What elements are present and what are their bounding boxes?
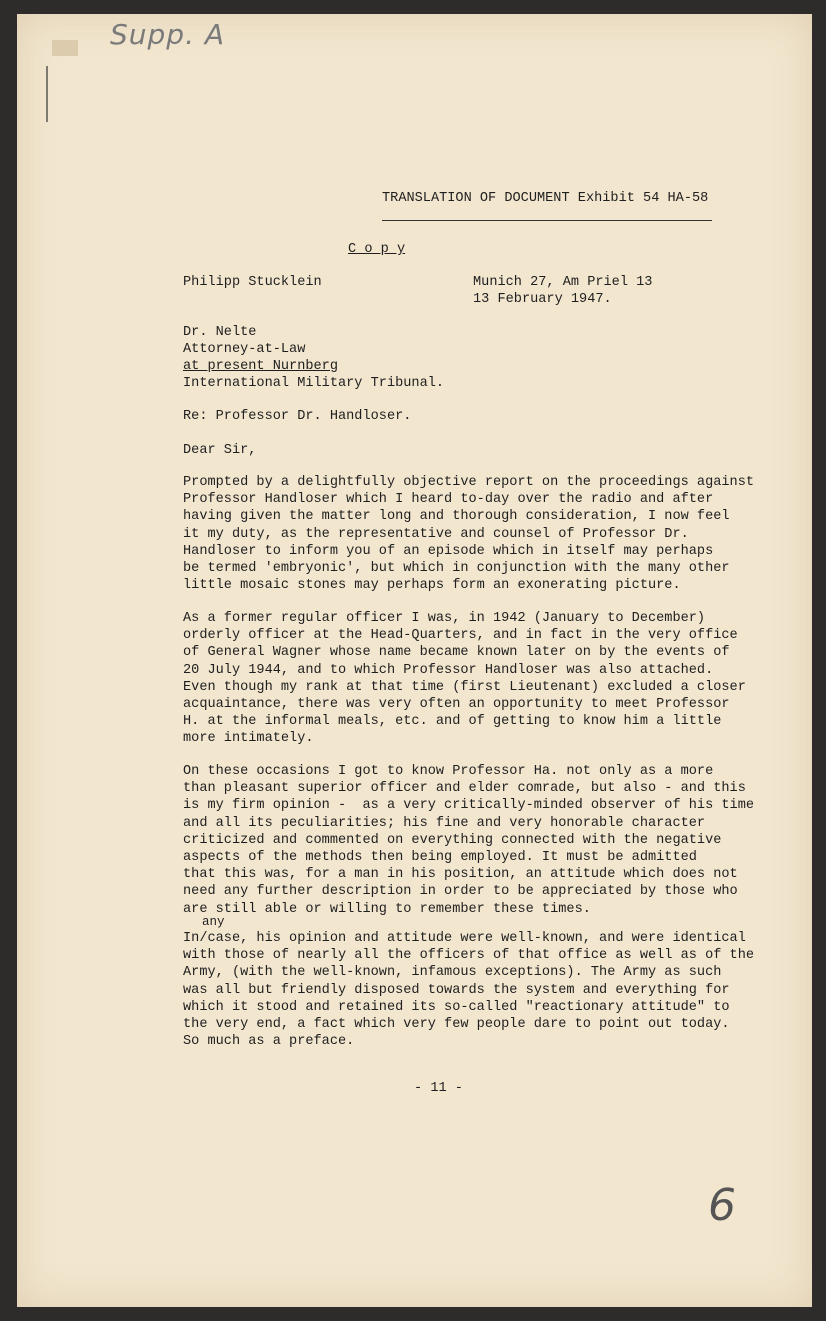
- text-line: criticized and commented on everything connected with the negative: [183, 832, 722, 848]
- text-line: which it stood and retained its so-called "reactionary attitude" to: [183, 999, 730, 1015]
- copy-label: C o p y: [348, 242, 406, 257]
- letter-date: 13 February 1947.: [473, 292, 612, 307]
- text-line: with those of nearly all the officers of that office as well as of the: [183, 948, 755, 964]
- title-rule: [382, 220, 712, 221]
- text-line: Army, (with the well-known, infamous exceptions). The Army as such: [183, 965, 722, 981]
- text-line: are still able or willing to remember these times.: [183, 901, 591, 917]
- subject-line: Re: Professor Dr. Handloser.: [183, 409, 412, 424]
- text-line: Professor Handloser which I heard to-day over the radio and after: [183, 492, 714, 508]
- recipient-line: Dr. Nelte: [183, 325, 257, 340]
- recipient-line: International Military Tribunal.: [183, 376, 445, 391]
- text-line: acquaintance, there was very often an opportunity to meet Professor: [183, 697, 730, 713]
- sender-address: Munich 27, Am Priel 13: [473, 275, 653, 290]
- handwritten-insertion: any: [202, 915, 225, 929]
- page-number: - 11 -: [414, 1081, 463, 1096]
- text-line: On these occasions I got to know Professor Ha. not only as a more: [183, 764, 714, 779]
- translation-title: TRANSLATION OF DOCUMENT Exhibit 54 HA-58: [382, 191, 709, 206]
- text-line: little mosaic stones may perhaps form an exonerating picture.: [183, 578, 681, 594]
- text-line: need any further description in order to be appreciated by those who: [183, 884, 738, 900]
- sender-name: Philipp Stucklein: [183, 275, 322, 290]
- text-line: As a former regular officer I was, in 1942 (January to December): [183, 611, 706, 626]
- handwritten-supp-note: Supp. A: [110, 18, 226, 51]
- text-line: more intimately.: [183, 731, 314, 747]
- text-line: of General Wagner whose name became known later on by the events of: [183, 645, 730, 661]
- text-line: Prompted by a delightfully objective report on the proceedings against: [183, 475, 755, 490]
- body-paragraph: [183, 930, 783, 1050]
- handwritten-page-mark: 6: [708, 1180, 736, 1231]
- body-paragraph: [183, 610, 783, 748]
- text-line: be termed 'embryonic', but which in conjunction with the many other: [183, 561, 730, 577]
- text-line: that this was, for a man in his position, an attitude which does not: [183, 867, 738, 883]
- text-line: Handloser to inform you of an episode which in itself may perhaps: [183, 543, 714, 559]
- text-line: having given the matter long and thorough consideration, I now feel: [183, 509, 730, 525]
- text-line: than pleasant superior officer and elder comrade, but also - and this: [183, 781, 746, 797]
- staple-mark: [46, 66, 48, 122]
- body-paragraph: [183, 763, 783, 918]
- stain-mark: [52, 40, 78, 56]
- body-paragraph: [183, 474, 783, 594]
- text-line: was all but friendly disposed towards the system and everything for: [183, 982, 730, 998]
- recipient-line: at present Nurnberg: [183, 359, 338, 374]
- text-line: it my duty, as the representative and counsel of Professor Dr.: [183, 526, 689, 542]
- text-line: the very end, a fact which very few people dare to point out today.: [183, 1017, 730, 1033]
- text-line: In/case, his opinion and attitude were well-known, and were identical: [183, 931, 746, 946]
- salutation: Dear Sir,: [183, 443, 257, 458]
- text-line: So much as a preface.: [183, 1034, 355, 1050]
- text-line: 20 July 1944, and to which Professor Handloser was also attached.: [183, 662, 714, 678]
- text-line: and all its peculiarities; his fine and very honorable character: [183, 815, 706, 831]
- text-line: aspects of the methods then being employed. It must be admitted: [183, 850, 697, 866]
- text-line: Even though my rank at that time (first Lieutenant) excluded a closer: [183, 679, 746, 695]
- recipient-line: Attorney-at-Law: [183, 342, 306, 357]
- text-line: H. at the informal meals, etc. and of getting to know him a little: [183, 714, 722, 730]
- text-line: orderly officer at the Head-Quarters, and in fact in the very office: [183, 628, 738, 644]
- text-line: is my firm opinion - as a very critically-minded observer of his time: [183, 798, 755, 814]
